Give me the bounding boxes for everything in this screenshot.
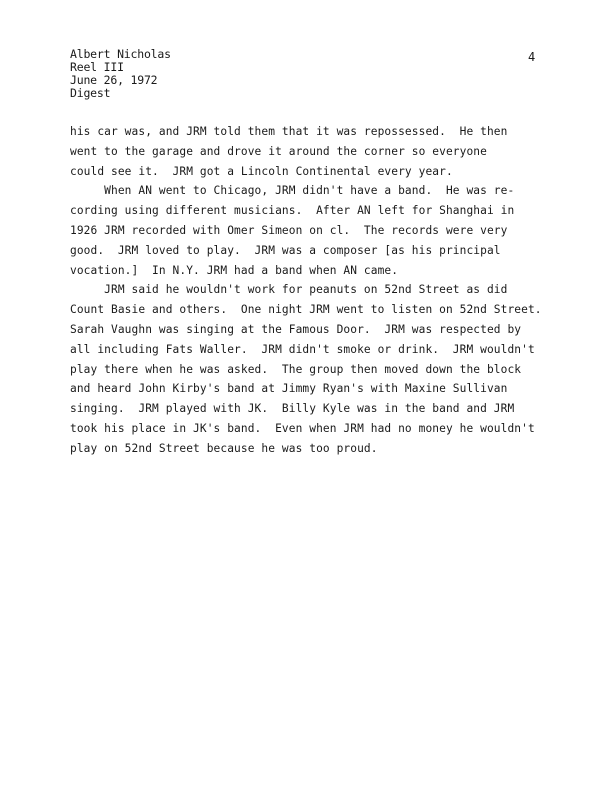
text-line: 1926 JRM recorded with Omer Simeon on cl. The records were very — [70, 223, 508, 237]
text-line: took his place in JK's band. Even when JRM had no money he wouldn't — [70, 421, 535, 435]
text-line: all including Fats Waller. JRM didn't smoke or drink. JRM wouldn't — [70, 342, 535, 356]
text-line: good. JRM loved to play. JRM was a composer [as his principal — [70, 243, 501, 257]
header-date: June 26, 1972 — [70, 73, 158, 87]
document-header — [70, 48, 171, 100]
page-number: 4 — [528, 50, 536, 64]
text-line: cording using different musicians. After AN left for Shanghai in — [70, 204, 515, 218]
text-line: play there when he was asked. The group then moved down the block — [70, 362, 522, 376]
body-text — [70, 122, 580, 459]
text-line: singing. JRM played with JK. Billy Kyle was in the band and JRM — [70, 402, 515, 416]
text-line: Sarah Vaughn was singing at the Famous Door. JRM was respected by — [70, 322, 522, 336]
text-line: JRM said he wouldn't work for peanuts on 52nd Street as did — [70, 283, 508, 297]
text-line: play on 52nd Street because he was too proud. — [70, 441, 378, 455]
text-line: could see it. JRM got a Lincoln Continental every year. — [70, 164, 453, 178]
header-name: Albert Nicholas — [70, 47, 171, 61]
text-line: went to the garage and drove it around the corner so everyone — [70, 144, 487, 158]
text-line: vocation.] In N.Y. JRM had a band when AN came. — [70, 263, 399, 277]
header-reel: Reel III — [70, 60, 124, 74]
text-line: and heard John Kirby's band at Jimmy Ryan's with Maxine Sullivan — [70, 382, 508, 396]
text-line: his car was, and JRM told them that it was repossessed. He then — [70, 125, 508, 138]
header-type: Digest — [70, 86, 111, 100]
text-line: Count Basie and others. One night JRM went to listen on 52nd Street. — [70, 303, 542, 317]
text-line: When AN went to Chicago, JRM didn't have a band. He was re- — [70, 184, 515, 198]
